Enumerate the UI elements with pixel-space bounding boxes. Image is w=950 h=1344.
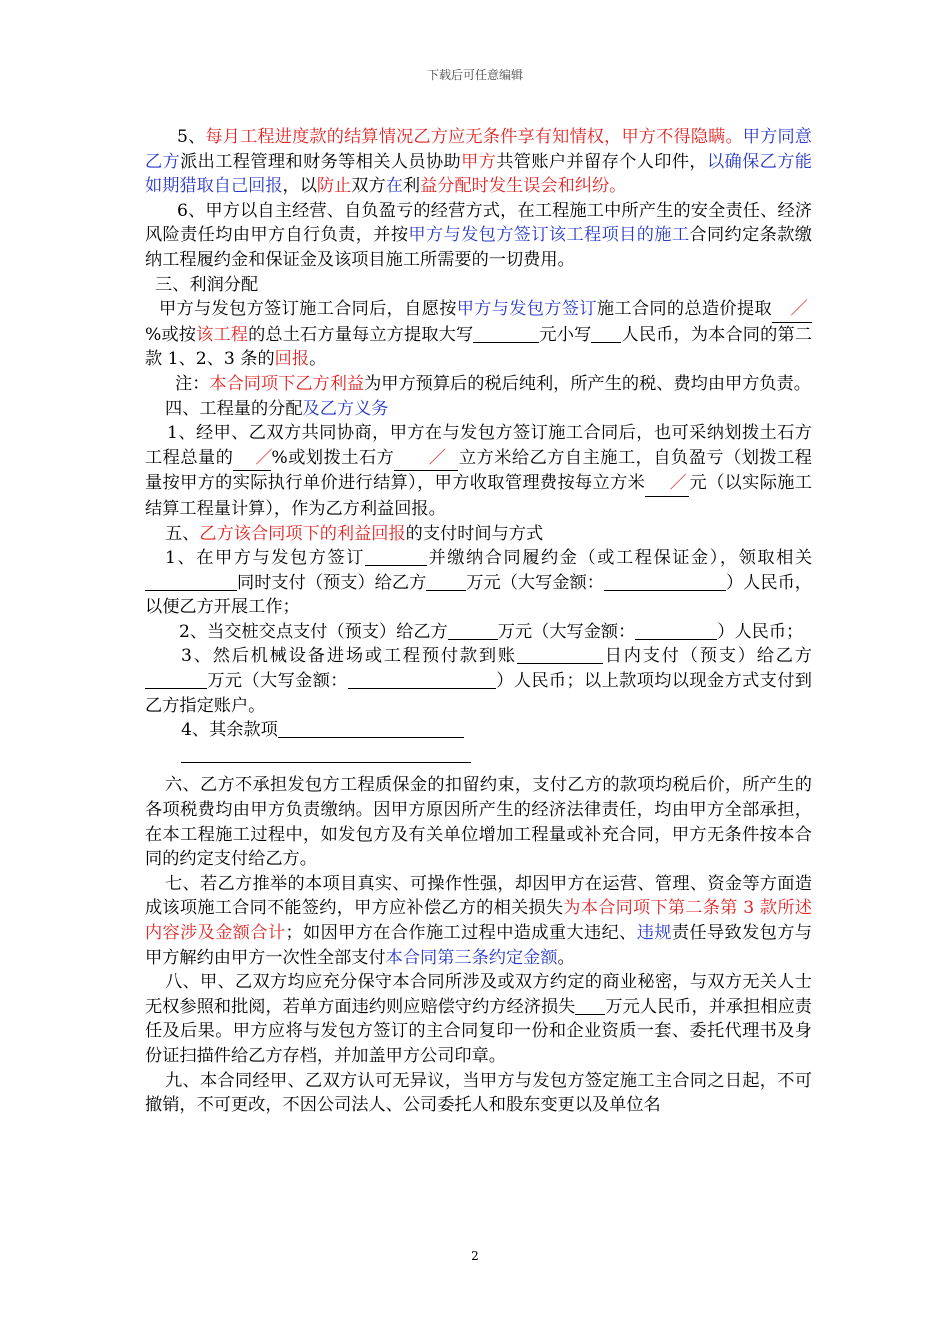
clause-text: 4、其余款项 — [181, 720, 278, 741]
clause-6 — [145, 199, 812, 273]
clause-text: 同时支付（预支）给乙方 — [237, 572, 427, 593]
blank-field[interactable] — [278, 719, 464, 738]
clause-text: %或按 — [145, 324, 197, 345]
blank-field[interactable] — [694, 572, 726, 591]
clause-text: 的总土石方量每立方提取大写 — [248, 324, 474, 345]
highlight-text: 该工程 — [196, 324, 249, 345]
clause-text: ，以 — [282, 176, 317, 197]
clause-text: 。 — [309, 349, 327, 370]
page-header: 下载后可任意编辑 — [426, 68, 523, 82]
clause-text: 元（以实际施工结算工程量计算），作为乙方利益回报。 — [145, 473, 812, 519]
blank-field[interactable] — [448, 621, 498, 640]
page-number: 2 — [471, 1249, 479, 1263]
clause-text: 为甲方预算后的税后纯利，所产生的税、费均由甲方负责。 — [364, 373, 811, 394]
blank-field[interactable] — [604, 572, 694, 591]
clause-text: 日内支付（预支）给乙方 — [602, 646, 812, 667]
clause-text: 并缴纳合同履约金（或工程保证金），领取相关 — [426, 548, 813, 569]
blank-field[interactable] — [426, 572, 466, 591]
highlight-text: 以确保乙方能如期猎取自己回报 — [145, 151, 812, 197]
highlight-text: 防止 — [316, 176, 352, 197]
clause-9: 九、本合同经甲、乙双方认可无异议，当甲方与发包方签定施工主合同之日起，不可撤销，不可更改，不因公司法人、公司委托人和股东变更以及单位名 — [145, 1070, 812, 1116]
blank-filled: ／ — [772, 297, 812, 323]
blank-filled: ／ — [233, 446, 271, 472]
highlight-text: 本合同第三条约定金额 — [385, 947, 558, 968]
blank-field[interactable] — [635, 621, 717, 640]
payment-item-2 — [145, 620, 812, 645]
clause-text: 万元人民币，并承担相应责任及后果。甲方应将与发包方签订的主合同复印一份和企业资质一套、委托代理书及身份证扫描件给乙方存档，并加盖甲方公司印章。 — [145, 996, 812, 1066]
clause-text: 七、若乙方推举的本项目真实、可操作性强，却因甲方在运营、管理、资金等方面造成该项施工合同不能签约，甲方应补偿乙方的相关损失 — [145, 873, 812, 919]
heading-text: 五、 — [165, 523, 200, 544]
payment-item-4-continued — [145, 743, 812, 768]
clause-text: ）人民币； — [717, 621, 804, 642]
profit-paragraph — [145, 297, 812, 372]
heading-text: 四、工程量的分配 — [165, 398, 303, 419]
highlight-text: 在 — [385, 176, 403, 197]
blank-field[interactable] — [145, 572, 237, 591]
section-heading-4 — [145, 397, 812, 422]
blank-field[interactable] — [145, 670, 207, 689]
clause-5 — [145, 125, 812, 199]
highlight-text: 甲方与发包方签订该工程项目的施工 — [408, 225, 690, 246]
clause-text: 万元（大写金额： — [207, 671, 348, 692]
clause-text: 共管账户并留存个人印件， — [496, 151, 707, 172]
clause-8 — [145, 970, 812, 1068]
clause-text: 人民币，为本合同的第二款 1、2、3 条的 — [145, 324, 812, 370]
clause-text: 施工合同的总造价提取 — [596, 299, 772, 320]
clause-text: 派出工程管理和财务等相关人员协助 — [180, 151, 462, 172]
blank-field[interactable] — [591, 324, 621, 343]
highlight-text: 乙方该合同项下的利益回报 — [199, 523, 406, 544]
blank-field[interactable] — [348, 670, 496, 689]
note-label: 注： — [175, 373, 210, 394]
payment-item-1 — [145, 546, 812, 620]
clause-text: 立方米给乙方自主施工，自负盈亏（划拨工程量按甲方的实际执行单价进行结算），甲方收取管理费按每立方米 — [145, 447, 812, 494]
highlight-text: 甲方 — [461, 151, 497, 172]
heading-text: 的支付时间与方式 — [405, 523, 544, 544]
highlight-text: 甲方与发包方签订 — [456, 299, 597, 320]
highlight-text: 益分配时发生误会和纠纷。 — [420, 176, 627, 197]
blank-field[interactable] — [517, 645, 603, 664]
clause-text: 2、当交桩交点支付（预支）给乙方 — [179, 621, 448, 642]
blank-filled: ／ — [394, 446, 458, 472]
blank-filled: ／ — [645, 471, 689, 497]
clause-text: 1、在甲方与发包方签订 — [165, 548, 365, 569]
highlight-text: 每月工程进度款的结算情况乙方应无条件享有知情权，甲方不得隐瞒。 — [205, 127, 743, 147]
clause-text: ；如因甲方在合作施工过程中造成重大违纪、 — [285, 923, 637, 943]
document-body — [145, 125, 812, 1118]
clause-text: ）人民币；以上款项均以现金方式支付到乙方指定账户。 — [145, 671, 812, 716]
clause-text: 双方 — [351, 176, 386, 197]
blank-field[interactable] — [365, 547, 427, 566]
highlight-text: 违规 — [636, 923, 672, 943]
clause-text: ）人民币，以便乙方开展工作； — [145, 572, 812, 618]
clause-text: 责任导致发包方与甲方解约由甲方一次性全部支付 — [145, 923, 812, 968]
clause-text: 甲方与发包方签订施工合同后，自愿按 — [159, 299, 457, 320]
clause-text: 万元（大写金额： — [497, 621, 636, 642]
clause-text: 6、甲方以自主经营、自负盈亏的经营方式，在工程施工中所产生的安全责任、经济风险责任均由甲方自行负责，并按 — [145, 200, 812, 246]
clause-number: 5、 — [177, 127, 206, 147]
workload-paragraph — [145, 421, 812, 521]
highlight-text: 及乙方义务 — [302, 398, 389, 419]
highlight-text: 回报 — [274, 349, 310, 370]
clause-text: 利 — [402, 176, 421, 197]
clause-text: %或划拨土石方 — [271, 447, 395, 468]
section-heading-5 — [145, 522, 812, 547]
highlight-text: 本合同项下乙方利益 — [209, 373, 365, 394]
clause-text: 3、然后机械设备进场或工程预付款到账 — [181, 646, 517, 667]
clause-text: 。 — [557, 947, 575, 968]
clause-text: 元小写 — [539, 324, 592, 345]
highlight-text: 为本合同项下第二条第 3 款所述内容涉及金额合计 — [145, 898, 812, 943]
section-heading-3: 三、利润分配 — [155, 274, 259, 295]
blank-field[interactable] — [473, 324, 539, 343]
clause-text: 万元（大写金额： — [466, 572, 604, 593]
payment-item-3 — [145, 644, 812, 718]
clause-text: 合同约定条款缴纳工程履约金和保证金及该项目施工所需要的一切费用。 — [145, 225, 812, 270]
blank-field[interactable] — [575, 996, 605, 1015]
clause-text: 八、甲、乙双方均应充分保守本合同所涉及或双方约定的商业秘密，与双方无关人士无权参照和批阅，若单方面违约则应赔偿守约方经济损失 — [145, 972, 812, 1017]
clause-6-quality: 六、乙方不承担发包方工程质保金的扣留约束，支付乙方的款项均税后价，所产生的各项税费均由甲方负责缴纳。因甲方原因所产生的经济法律责任，均由甲方全部承担，在本工程施工过程中，如发包方及有关单位增加工程量或补充合同，甲方无条件按本合同的约定支付给乙方。 — [145, 775, 812, 870]
note-paragraph — [145, 372, 812, 397]
highlight-text: 甲方同意乙方 — [145, 127, 812, 172]
clause-text: 1、经甲、乙双方共同协商，甲方在与发包方签订施工合同后，也可采纳划拨土石方工程总量的 — [145, 423, 812, 468]
clause-7 — [145, 872, 812, 970]
blank-field[interactable] — [181, 744, 471, 763]
payment-item-4 — [145, 718, 812, 743]
